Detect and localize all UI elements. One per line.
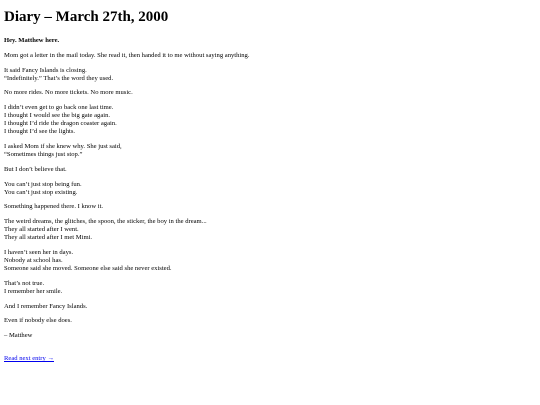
- paragraph: Even if nobody else does.: [4, 317, 72, 325]
- greeting: Hey. Matthew here.: [4, 37, 60, 44]
- paragraph: I didn’t even get to go back one last time. I thought I would see the big gate again. I thought I’d ride the dragon coaster again. I thought I’d see the lights.: [4, 104, 117, 136]
- next-entry-link[interactable]: Read next entry →: [4, 354, 54, 362]
- paragraph: It said Fancy Islands is closing. “Indefinitely.” That’s the word they used.: [4, 66, 114, 82]
- paragraph: Something happened there. I know it.: [4, 203, 104, 211]
- page-title: Diary – March 27th, 2000: [4, 9, 169, 25]
- paragraph: I haven’t seen her in days. Nobody at school has. Someone said she moved. Someone else said she never existed.: [4, 248, 172, 272]
- paragraph: I asked Mom if she knew why. She just said, “Sometimes things just stop.”: [4, 142, 122, 158]
- signature: – Matthew: [4, 332, 33, 340]
- paragraph: That’s not true. I remember her smile.: [4, 279, 63, 295]
- diary-body: [4, 37, 536, 340]
- paragraph: No more rides. No more tickets. No more music.: [4, 89, 133, 97]
- paragraph: Mom got a letter in the mail today. She read it, then handed it to me without saying anything.: [4, 51, 250, 59]
- paragraph: The weird dreams, the glitches, the spoon, the sticker, the boy in the dream... They all started after I went. They all started after I met Mimi.: [4, 218, 207, 242]
- paragraph: And I remember Fancy Islands.: [4, 302, 88, 310]
- paragraph: But I don’t believe that.: [4, 165, 67, 173]
- paragraph: You can’t just stop being fun. You can’t just stop existing.: [4, 180, 82, 196]
